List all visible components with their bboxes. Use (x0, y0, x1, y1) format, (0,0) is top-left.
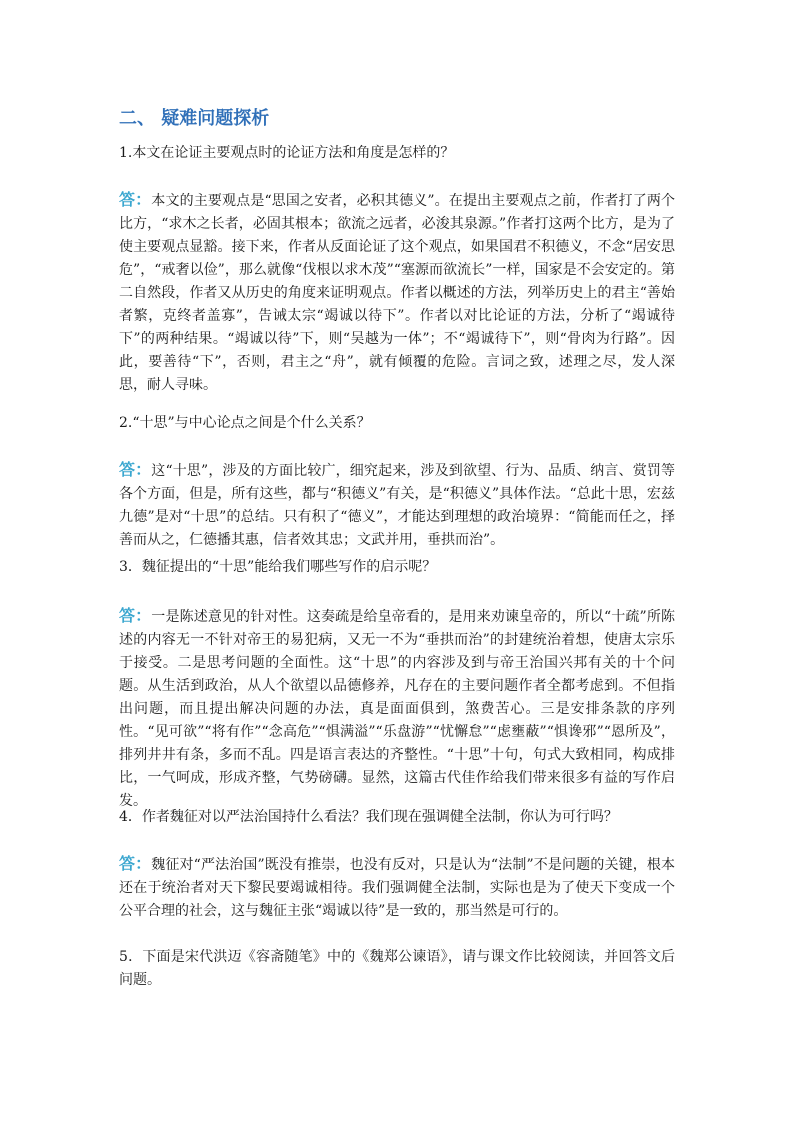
answer-4-text: 魏征对“严法治国”既没有推崇，也没有反对，只是认为“法制”不是问题的关键，根本还在于统治者对天下黎民要竭诚相待。我们强调健全法制，实际也是为了使天下变成一个公平合理的社会，这与魏征主张“竭诚以待”是一致的，那当然是可行的。 (119, 857, 675, 919)
answer-label: 答： (119, 190, 152, 209)
question-2: 2.“十思”与中心论点之间是个什么关系？ (119, 415, 371, 431)
answer-3 (119, 604, 675, 813)
question-1: 1.本文在论证主要观点时的论证方法和角度是怎样的？ (119, 145, 455, 161)
answer-4 (119, 852, 675, 923)
answer-2 (119, 458, 675, 552)
question-3: 3．魏征提出的“十思”能给我们哪些写作的启示呢？ (119, 559, 437, 575)
question-5: 5．下面是宋代洪迈《容斋随笔》中的《魏郑公谏语》，请与课文作比较阅读，并回答文后问题。 (119, 949, 675, 988)
question-4: 4．作者魏征对以严法治国持什么看法？我们现在强调健全法制，你认为可行吗？ (119, 809, 618, 825)
answer-label: 答： (119, 460, 152, 479)
answer-label: 答： (119, 606, 152, 625)
answer-3-text: 一是陈述意见的针对性。这奏疏是给皇帝看的，是用来劝谏皇帝的，所以“十疏”所陈述的内容无一不针对帝王的易犯病，又无一不为“垂拱而治”的封建统治着想，使唐太宗乐于接受。二是思考问题的全面性。这“十思”的内容涉及到与帝王治国兴邦有关的十个问题。从生活到政治，从人个欲望以品德修养，凡存在的主要问题作者全都考虑到。不但指出问题，而且提出解决问题的办法，真是面面俱到，煞费苦心。三是安排条款的序列性。“见可欲”“将有作”“念高危”“惧满溢”“乐盘游”“忧懈怠”“虑壅蔽”“惧谗邪”“恩所及”，排列井井有条，多而不乱。四是语言表达的齐整性。“十思”十句，句式大致相同，构成排比，一气呵成，形成齐整，气势磅礴。显然，这篇古代佳作给我们带来很多有益的写作启发。 (119, 609, 675, 809)
answer-2-text: 这“十思”，涉及的方面比较广，细究起来，涉及到欲望、行为、品质、纳言、赏罚等各个方面，但是，所有这些，都与“积德义”有关，是“积德义”具体作法。“总此十思，宏兹九德”是对“十思”的总结。只有积了“德义”，才能达到理想的政治境界：“简能而任之，择善而从之，仁德播其惠，信者效其忠；文武并用，垂拱而治”。 (119, 463, 675, 548)
answer-1-text: 本文的主要观点是“思国之安者，必积其德义”。在提出主要观点之前，作者打了两个比方，“求木之长者，必固其根本；欲流之远者，必浚其泉源。”作者打这两个比方，是为了使主要观点显豁。接下来，作者从反面论证了这个观点，如果国君不积德义，不念“居安思危”，“戒奢以俭”，那么就像“伐根以求木茂”“塞源而欲流长”一样，国家是不会安定的。第二自然段，作者又从历史的角度来证明观点。作者以概述的方法，列举历史上的君主“善始者繁，克终者盖寡”，告诫太宗“竭诚以待下”。作者以对比论证的方法，分析了“竭诚待下”的两种结果。“竭诚以待”下，则“吴越为一体”；不“竭诚待下”，则“骨肉为行路”。因此，要善待“下”，否则，君主之“舟”，就有倾覆的危险。言词之致，述理之尽，发人深思，耐人寻味。 (119, 193, 675, 393)
section-heading: 二、 疑难问题探析 (119, 108, 270, 129)
answer-label: 答： (119, 854, 152, 873)
answer-1 (119, 188, 675, 397)
